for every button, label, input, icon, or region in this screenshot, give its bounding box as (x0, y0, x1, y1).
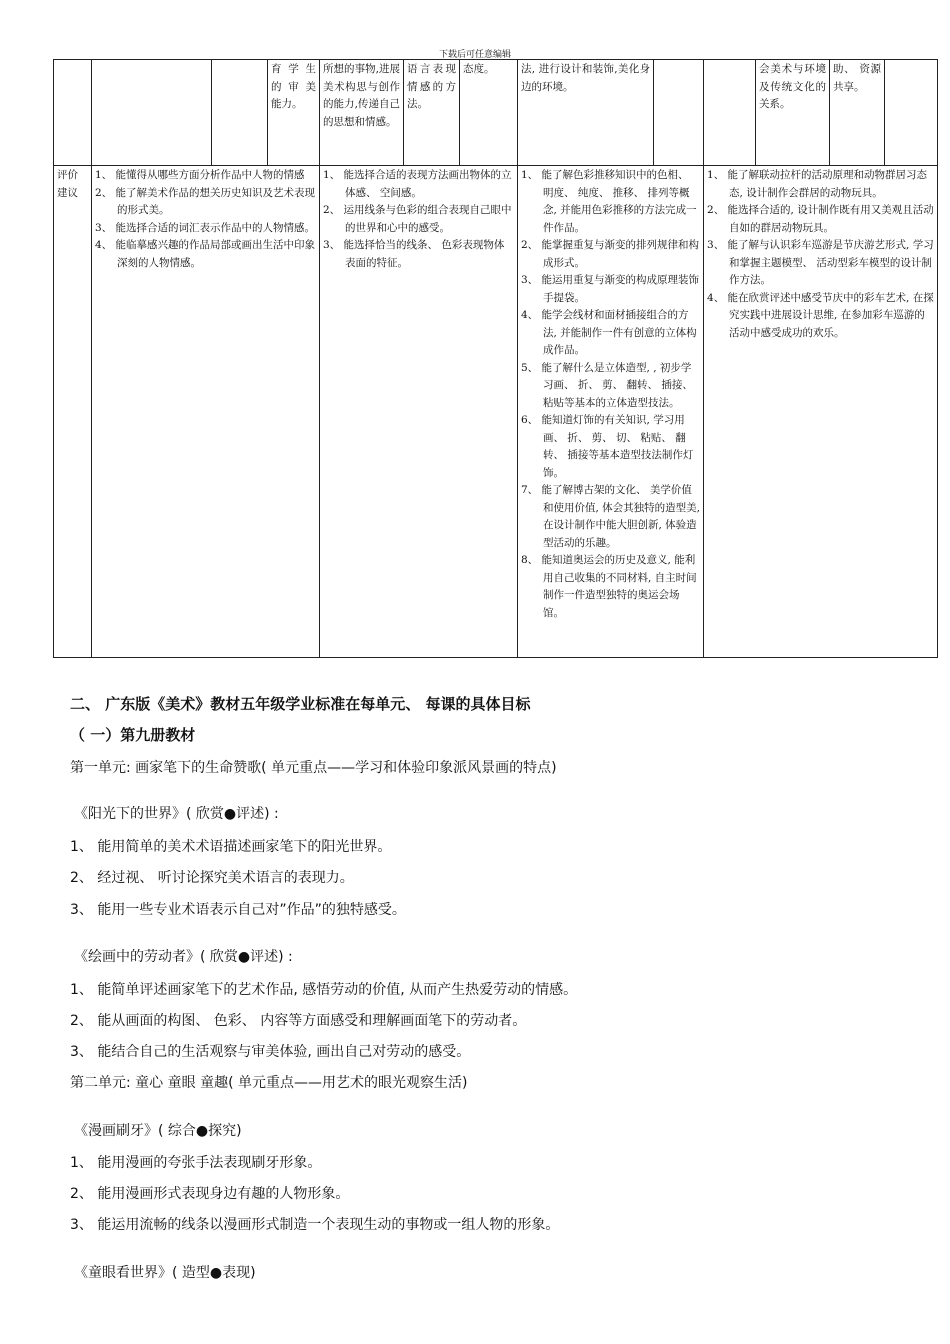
lesson-title: 《童眼看世界》( 造型●表现) (74, 1265, 256, 1281)
criteria-item: 3、 能选择合适的词汇表示作品中的人物情感。 (95, 221, 316, 234)
criteria-item: 3、 能运用重复与渐变的构成原理装饰手提袋。 (521, 274, 700, 304)
list-item: 2、 能用漫画形式表现身边有趣的人物形象。 (70, 1186, 350, 1202)
lesson-title: 《阳光下的世界》( 欣赏●评述) : (74, 806, 279, 822)
table-cell (212, 60, 268, 166)
table-cell: 育 学 生的 审 美能力。 (268, 60, 320, 166)
eval-col-3 (518, 166, 704, 658)
list-item: 1、 能简单评述画家笔下的艺术作品, 感悟劳动的价值, 从而产生热爱劳动的情感。 (70, 982, 578, 998)
lesson-title: 《漫画刷牙》( 综合●探究) (74, 1123, 242, 1139)
table-row (54, 60, 938, 166)
unit-title: 第二单元: 童心 童眼 童趣( 单元重点——用艺术的眼光观察生活) (70, 1075, 468, 1091)
criteria-item: 1、 能懂得从哪些方面分析作品中人物的情感 (95, 169, 305, 181)
criteria-item: 1、 能了解色彩推移知识中的色相、 明度、 纯度、 推移、 排列等概念, 并能用色彩推移的方法完成一件作品。 (521, 169, 697, 234)
criteria-item: 2、 运用线条与色彩的组合表现自己眼中的世界和心中的感受。 (323, 204, 512, 234)
table-cell: 态度。 (460, 60, 518, 166)
table-cell (654, 60, 704, 166)
criteria-item: 1、 能选择合适的表现方法画出物体的立体感、 空间感。 (323, 169, 512, 199)
criteria-list (521, 167, 700, 622)
table-cell (54, 60, 92, 166)
table-cell: 会美术与环境及传统文化的关系。 (756, 60, 830, 166)
criteria-item: 4、 能在欣赏评述中感受节庆中的彩车艺术, 在探究实践中进展设计思维, 在参加彩车巡游的活动中感受成功的欢乐。 (707, 291, 934, 339)
list-item: 3、 能结合自己的生活观察与审美体验, 画出自己对劳动的感受。 (70, 1044, 471, 1060)
criteria-item: 6、 能知道灯饰的有关知识, 学习用画、 折、 剪、 切、 粘贴、 翻转、 插接等基本造型技法制作灯饰。 (521, 414, 694, 479)
row-label: 评价建议 (54, 166, 92, 658)
criteria-list (95, 167, 316, 272)
criteria-item: 1、 能了解联动拉杆的活动原理和动物群居习态态, 设计制作会群居的动物玩具。 (707, 169, 928, 199)
criteria-item: 7、 能了解博古架的文化、 美学价值和使用价值, 体会其独特的造型美, 在设计制作中能大胆创新, 体验造型活动的乐趣。 (521, 484, 701, 549)
criteria-item: 8、 能知道奥运会的历史及意义, 能利用自己收集的不同材料, 自主时间制作一件造型独特的奥运会场馆。 (521, 554, 697, 619)
table-cell: 语言表现情感的方法。 (404, 60, 460, 166)
eval-col-2 (320, 166, 518, 658)
criteria-item: 3、 能了解与认识彩车巡游是节庆游艺形式, 学习和掌握主题模型、 活动型彩车模型的设计制作方法。 (707, 239, 934, 286)
list-item: 2、 经过视、 听讨论探究美术语言的表现力。 (70, 870, 354, 886)
standards-table (53, 59, 938, 658)
table-row (54, 166, 938, 658)
criteria-list (707, 167, 934, 342)
section-subheading: （ 一）第九册教材 (70, 726, 196, 744)
list-item: 1、 能用简单的美术术语描述画家笔下的阳光世界。 (70, 839, 392, 855)
criteria-list (323, 167, 514, 272)
table-cell (704, 60, 756, 166)
criteria-item: 4、 能临摹感兴趣的作品局部或画出生活中印象深刻的人物情感。 (95, 239, 316, 269)
table-cell: 助、 资源 共享。 (830, 60, 885, 166)
table-cell (92, 60, 212, 166)
list-item: 3、 能用一些专业术语表示自己对”作品”的独特感受。 (70, 902, 406, 918)
criteria-item: 4、 能学会线材和面材插接组合的方法, 并能制作一件有创意的立体构成作品。 (521, 309, 697, 356)
unit-title: 第一单元: 画家笔下的生命赞歌( 单元重点——学习和体验印象派风景画的特点) (70, 760, 557, 776)
table-cell (885, 60, 938, 166)
table-cell: 法, 进行设计和装饰,美化身边的环境。 (518, 60, 654, 166)
page-header: 下载后可任意编辑 (438, 50, 511, 60)
criteria-item: 2、 能了解美术作品的想关历史知识及艺术表现的形式美。 (95, 186, 316, 216)
table-cell: 所想的事物,进展美术构思与创作的能力,传递自己的思想和情感。 (320, 60, 404, 166)
criteria-item: 5、 能了解什么是立体造型, , 初步学习画、 折、 剪、 翻转、 插接、 粘贴等基本的立体造型技法。 (521, 361, 693, 409)
list-item: 2、 能从画面的构图、 色彩、 内容等方面感受和理解画面笔下的劳动者。 (70, 1013, 527, 1029)
list-item: 3、 能运用流畅的线条以漫画形式制造一个表现生动的事物或一组人物的形象。 (70, 1217, 560, 1233)
eval-col-1 (92, 166, 320, 658)
section-heading: 二、 广东版《美术》教材五年级学业标准在每单元、 每课的具体目标 (70, 695, 531, 713)
list-item: 1、 能用漫画的夸张手法表现刷牙形象。 (70, 1155, 322, 1171)
criteria-item: 2、 能选择合适的, 设计制作既有用又美观且活动自如的群居动物玩具。 (707, 204, 934, 234)
criteria-item: 2、 能掌握重复与渐变的排列规律和构成形式。 (521, 239, 700, 269)
criteria-item: 3、 能选择恰当的线条、 色彩表现物体表面的特征。 (323, 239, 505, 269)
lesson-title: 《绘画中的劳动者》( 欣赏●评述) : (74, 949, 293, 965)
eval-col-4 (704, 166, 938, 658)
